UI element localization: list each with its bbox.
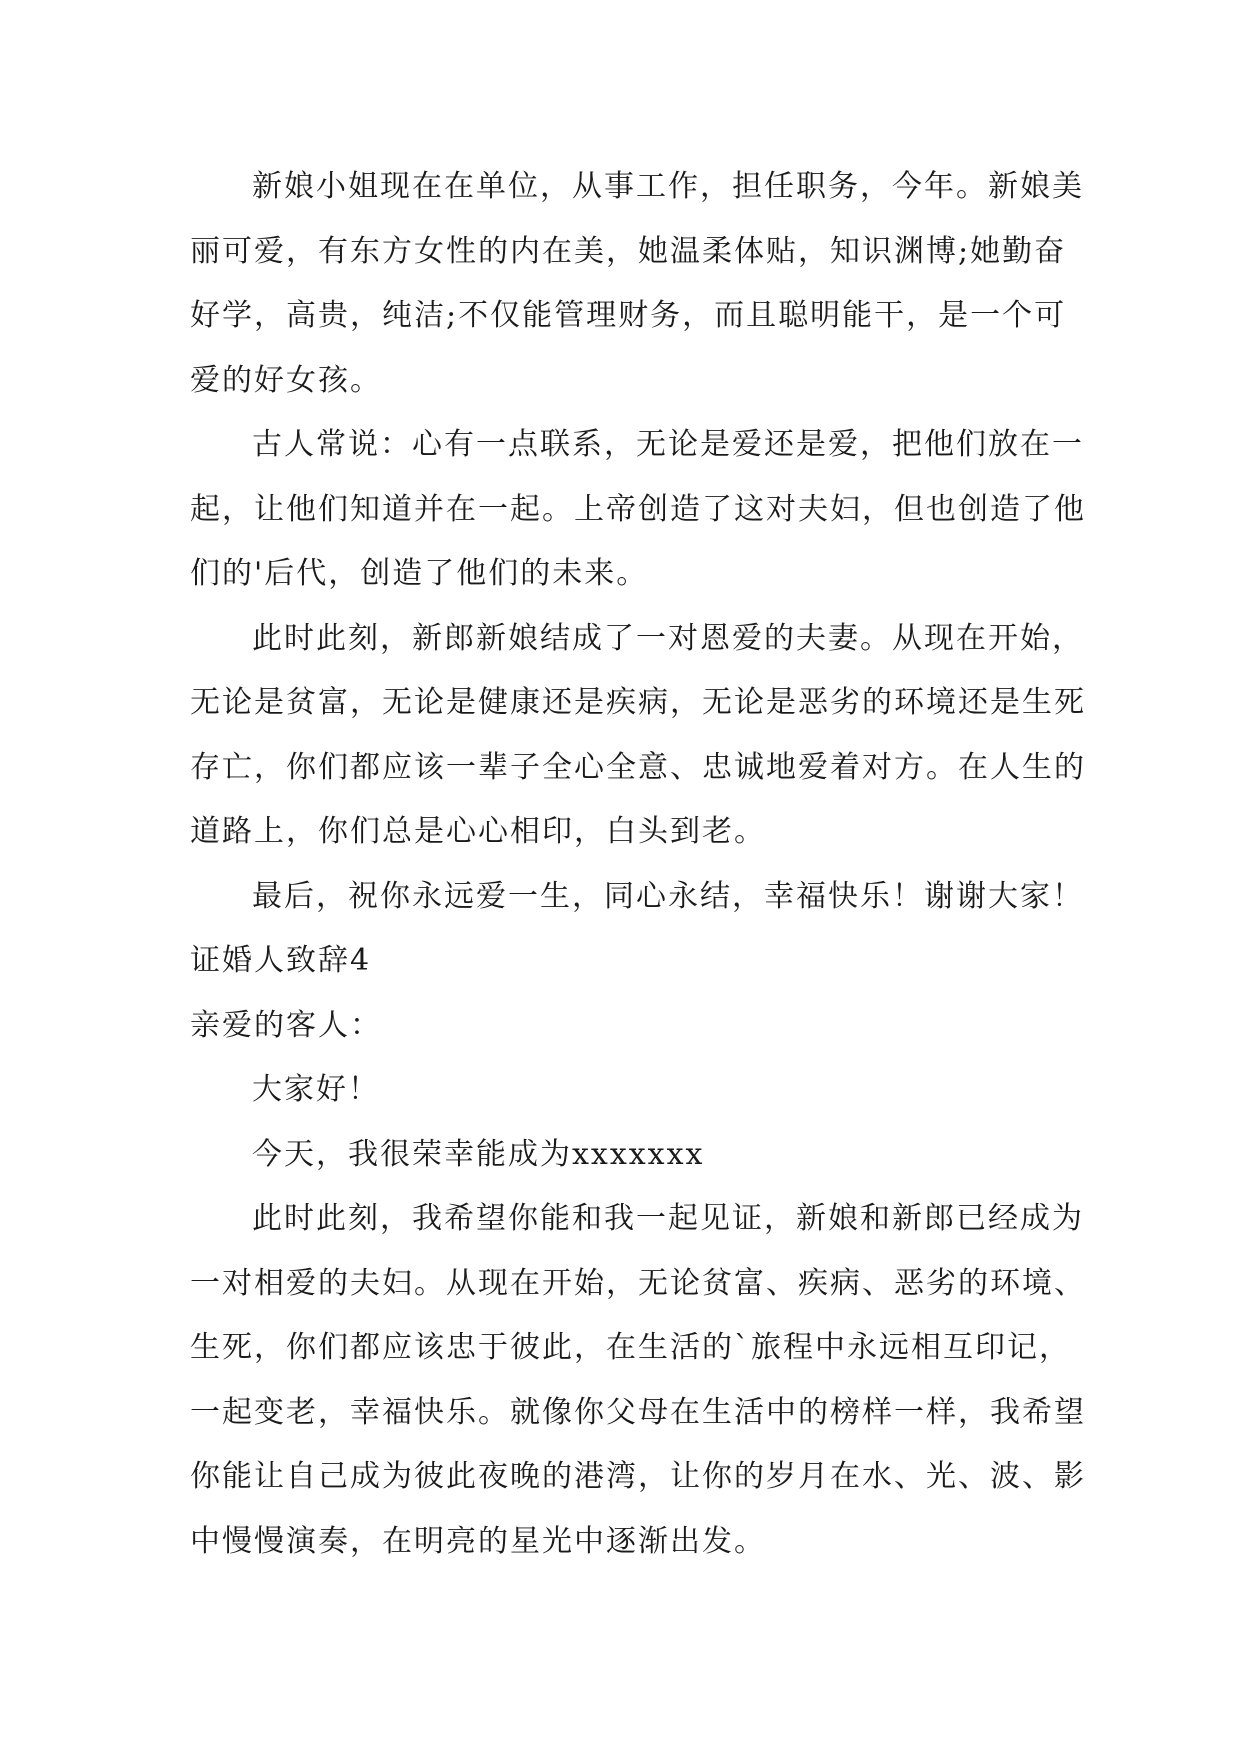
paragraph-closing-wish: 最后，祝你永远爱一生，同心永结，幸福快乐！谢谢大家！ [252,878,1084,914]
section-heading: 证婚人致辞4 [190,943,372,978]
paragraph-honored: 今天，我很荣幸能成为xxxxxxx [252,1136,705,1172]
paragraph-ancient-saying: 古人常说：心有一点联系，无论是爱还是爱，把他们放在一起，让他们知道并在一起。上帝创造了这对夫妇，但也创造了他们的'后代，创造了他们的未来。 [190,427,1086,591]
document-body [190,155,1090,1574]
greeting: 大家好！ [252,1072,380,1107]
salutation: 亲爱的客人： [190,1007,382,1043]
paragraph-bride-intro: 新娘小姐现在在单位，从事工作，担任职务，今年。新娘美丽可爱，有东方女性的内在美，她温柔体贴，知识渊博;她勤奋好学，高贵，纯洁;不仅能管理财务，而且聪明能干，是一个可爱的好女孩。 [190,169,1084,398]
paragraph-vows: 此时此刻，新郎新娘结成了一对恩爱的夫妻。从现在开始，无论是贫富，无论是健康还是疾病，无论是恶劣的环境还是生死存亡，你们都应该一辈子全心全意、忠诚地爱着对方。在人生的道路上，你们总是心心相印，白头到老。 [190,620,1086,849]
paragraph-witness: 此时此刻，我希望你能和我一起见证，新娘和新郎已经成为一对相爱的夫妇。从现在开始，无论贫富、疾病、恶劣的环境、生死，你们都应该忠于彼此，在生活的`旅程中永远相互印记，一起变老，幸福快乐。就像你父母在生活中的榜样一样，我希望你能让自己成为彼此夜晚的港湾，让你的岁月在水、光、波、影中慢慢演奏，在明亮的星光中逐渐出发。 [190,1201,1086,1559]
